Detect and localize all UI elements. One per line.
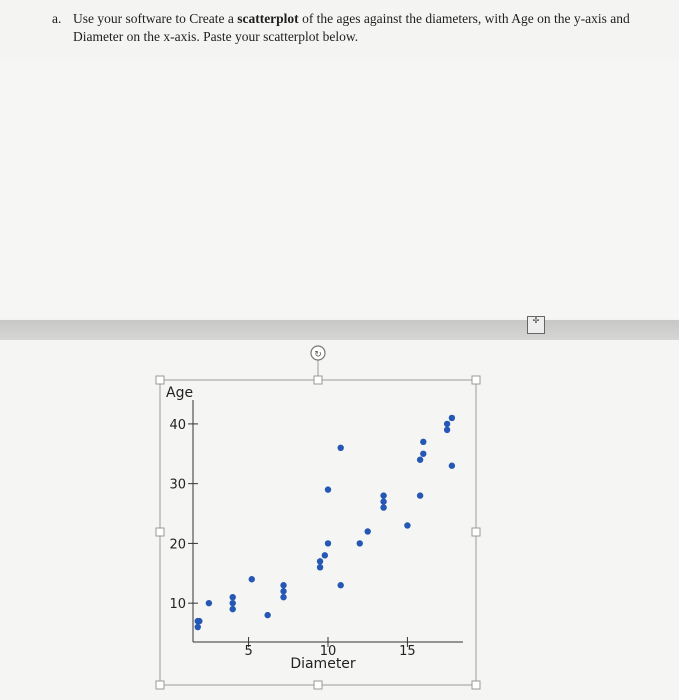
data-point [380, 498, 386, 504]
rotate-icon-glyph: ↻ [314, 350, 322, 360]
question-line-part1: Use your software to Create a [73, 11, 238, 26]
data-point [264, 612, 270, 618]
y-axis-title: Age [166, 385, 194, 401]
resize-handle[interactable] [314, 681, 322, 689]
data-point [365, 528, 371, 534]
resize-handle[interactable] [156, 681, 164, 689]
data-point [420, 451, 426, 457]
resize-handle[interactable] [156, 528, 164, 536]
data-point [417, 492, 423, 498]
x-tick-label: 5 [244, 644, 253, 659]
move-icon[interactable]: ✢ [527, 316, 545, 334]
data-point [338, 445, 344, 451]
y-tick-label: 30 [169, 477, 186, 493]
question-bold-word: scatterplot [237, 11, 299, 26]
resize-handle[interactable] [472, 376, 480, 384]
question-line2: Diameter on the x-axis. Paste your scatterplot below. [73, 29, 359, 44]
data-point [196, 618, 202, 624]
data-point [230, 600, 236, 606]
data-point [280, 588, 286, 594]
resize-handle[interactable] [472, 681, 480, 689]
data-point [380, 504, 386, 510]
data-point [317, 558, 323, 564]
data-point [206, 600, 212, 606]
y-tick-label: 40 [169, 417, 186, 433]
data-point [322, 552, 328, 558]
data-point [417, 457, 423, 463]
data-point [195, 624, 201, 630]
data-point [230, 594, 236, 600]
data-point [380, 492, 386, 498]
image-selection-border [160, 380, 476, 685]
data-point [444, 427, 450, 433]
data-point [444, 421, 450, 427]
data-point [280, 594, 286, 600]
data-point [420, 439, 426, 445]
x-tick-label: 15 [399, 644, 416, 659]
data-point [449, 415, 455, 421]
data-point [357, 540, 363, 546]
y-tick-label: 20 [169, 537, 186, 553]
x-tick-label: 10 [319, 644, 337, 659]
data-point [249, 576, 255, 582]
question-marker: a. [52, 11, 62, 26]
data-point [325, 540, 331, 546]
data-point [325, 486, 331, 492]
data-point [338, 582, 344, 588]
data-point [230, 606, 236, 612]
data-point [280, 582, 286, 588]
resize-handle[interactable] [156, 376, 164, 384]
data-point [317, 564, 323, 570]
y-tick-label: 10 [169, 597, 186, 613]
question-line-part2: of the ages against the diameters, with Age on the y-axis and [298, 11, 630, 26]
data-point [404, 522, 410, 528]
x-axis-title: Diameter [290, 656, 356, 672]
data-point [449, 463, 455, 469]
resize-handle[interactable] [314, 376, 322, 384]
resize-handle[interactable] [472, 528, 480, 536]
